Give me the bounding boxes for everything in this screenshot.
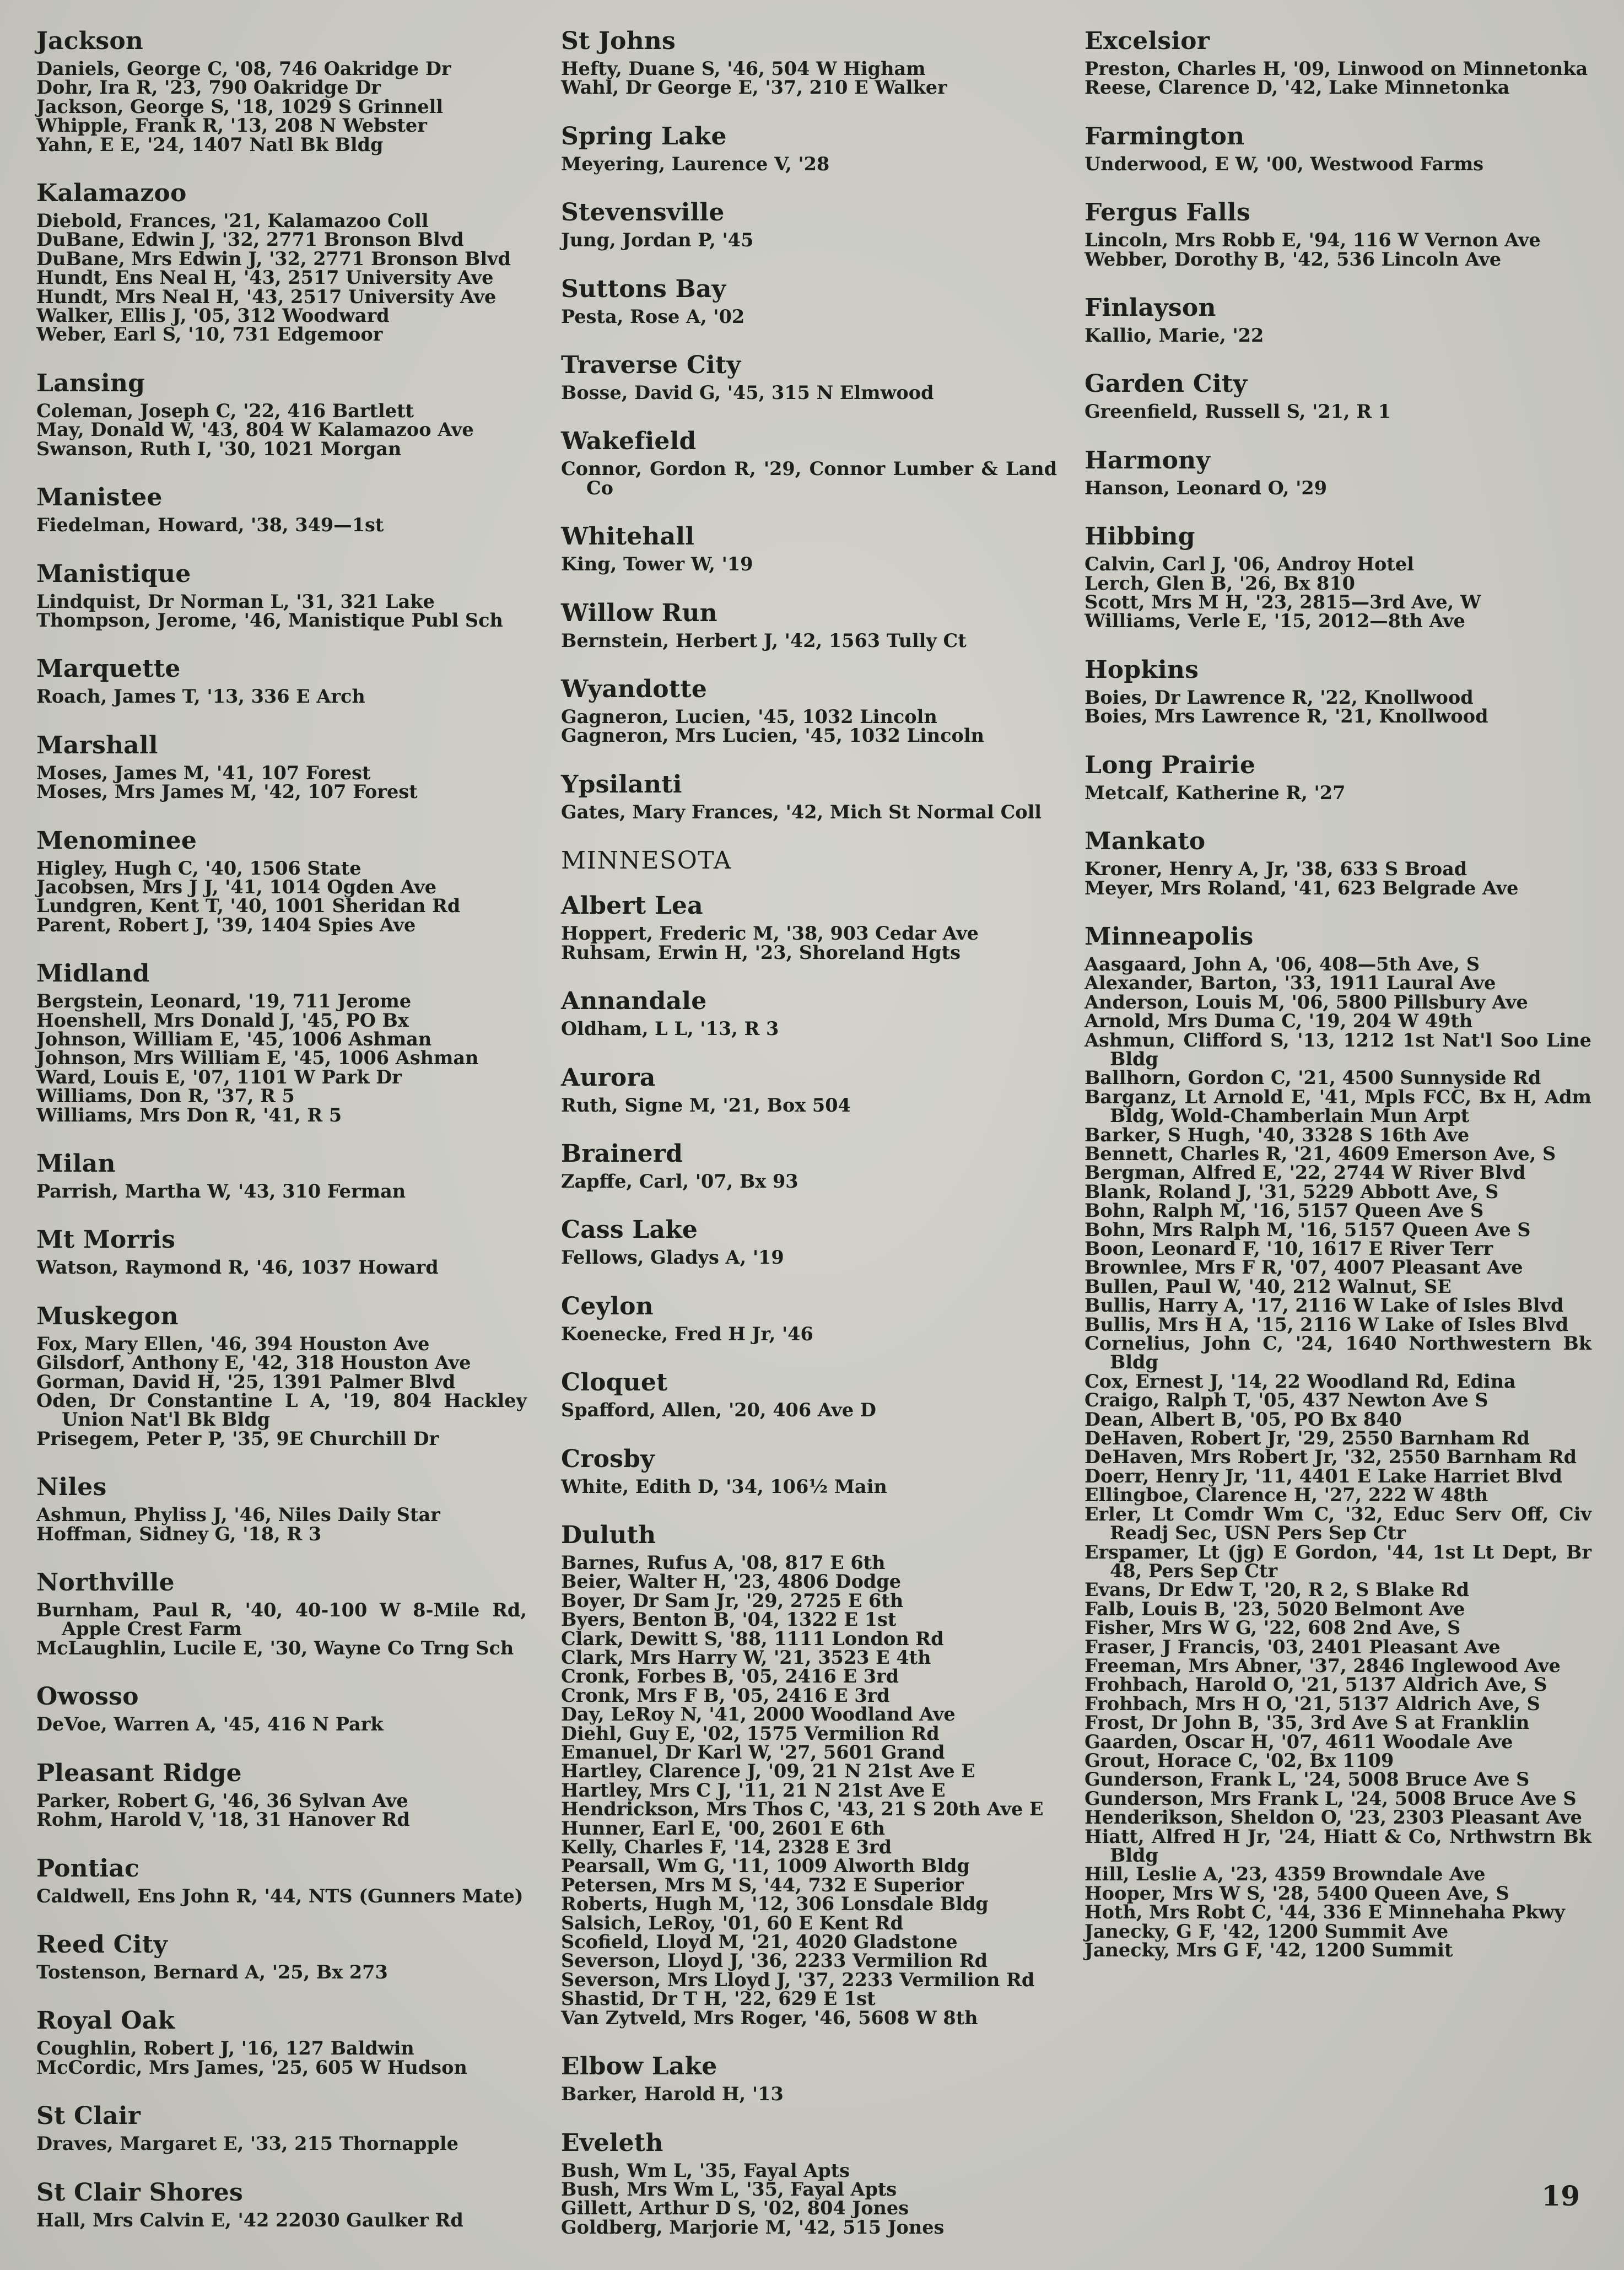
directory-entry: Cornelius, John C, '24, 1640 Northwestern Bk Bldg (1085, 1333, 1591, 1373)
town-section (561, 351, 1057, 402)
town-heading: Milan (36, 1150, 116, 1178)
town-heading: Brainerd (561, 1139, 683, 1168)
town-section (561, 2128, 1057, 2237)
directory-entry: Pearsall, Wm G, '11, 1009 Alworth Bldg (561, 1855, 970, 1877)
directory-entry: Bernstein, Herbert J, '42, 1563 Tully Ct (561, 629, 967, 651)
directory-entry: Swanson, Ruth I, '30, 1021 Morgan (36, 438, 402, 460)
town-section (1085, 198, 1591, 269)
directory-entry: Lindquist, Dr Norman L, '31, 321 Lake (36, 590, 435, 612)
town-section (561, 427, 1057, 498)
directory-entry: Dean, Albert B, '05, PO Bx 840 (1085, 1408, 1402, 1430)
directory-entry: Bohn, Mrs Ralph M, '16, 5157 Queen Ave S (1085, 1218, 1531, 1241)
town-section (561, 598, 1057, 650)
town-section (1085, 369, 1591, 421)
directory-entry: Freeman, Mrs Abner, '37, 2846 Inglewood Ave (1085, 1654, 1561, 1676)
directory-entry: McLaughlin, Lucile E, '30, Wayne Co Trng Sch (36, 1637, 514, 1659)
town-section (561, 1215, 1057, 1267)
directory-entry: Lincoln, Mrs Robb E, '94, 116 W Vernon Ave (1085, 229, 1541, 251)
directory-entry: Fellows, Gladys A, '19 (561, 1247, 784, 1269)
directory-entry: Grout, Horace C, '02, Bx 1109 (1085, 1749, 1394, 1771)
town-section (561, 891, 1057, 962)
directory-entry: Ellingboe, Clarence H, '27, 222 W 48th (1085, 1484, 1488, 1506)
directory-entry: Gunderson, Frank L, '24, 5008 Bruce Ave S (1085, 1768, 1530, 1791)
town-section (561, 1520, 1057, 2028)
town-heading: St Clair Shores (36, 2178, 243, 2207)
directory-entry: Williams, Don R, '37, R 5 (36, 1085, 295, 1107)
directory-entry: Gorman, David H, '25, 1391 Palmer Blvd (36, 1371, 456, 1393)
town-heading: Garden City (1085, 370, 1248, 398)
directory-entry: May, Donald W, '43, 804 W Kalamazoo Ave (36, 419, 474, 441)
town-section (1085, 655, 1591, 726)
directory-entry: Bennett, Charles R, '21, 4609 Emerson Ave, S (1085, 1142, 1556, 1164)
directory-entry: Whipple, Frank R, '13, 208 N Webster (36, 115, 427, 137)
directory-entry: Henderikson, Sheldon O, '23, 2303 Pleasant Ave (1085, 1807, 1582, 1829)
directory-entry: Bullen, Paul W, '40, 212 Walnut, SE (1085, 1275, 1452, 1297)
directory-entry: Bergman, Alfred E, '22, 2744 W River Blvd (1085, 1162, 1526, 1184)
town-section (36, 1568, 527, 1658)
directory-entry: Ruhsam, Erwin H, '23, Shoreland Hgts (561, 941, 961, 963)
town-heading: Duluth (561, 1520, 656, 1549)
town-section (1085, 922, 1591, 1960)
directory-entry: Beier, Walter H, '23, 4806 Dodge (561, 1571, 902, 1593)
town-heading: Pleasant Ridge (36, 1759, 242, 1787)
directory-entry: DuBane, Mrs Edwin J, '32, 2771 Bronson Blvd (36, 247, 511, 269)
directory-entry: Scott, Mrs M H, '23, 2815—3rd Ave, W (1085, 591, 1481, 613)
town-heading: Midland (36, 959, 150, 988)
town-heading: Niles (36, 1473, 107, 1502)
directory-entry: Hundt, Ens Neal H, '43, 2517 University Ave (36, 267, 494, 289)
directory-entry: Thompson, Jerome, '46, Manistique Publ Sch (36, 609, 503, 631)
directory-entry: Greenfield, Russell S, '21, R 1 (1085, 401, 1391, 423)
directory-entry: Fraser, J Francis, '03, 2401 Pleasant Ave (1085, 1636, 1501, 1658)
directory-entry: McCordic, Mrs James, '25, 605 W Hudson (36, 2056, 467, 2078)
directory-entry: Cronk, Forbes B, '05, 2416 E 3rd (561, 1665, 899, 1687)
town-heading: Fergus Falls (1085, 198, 1250, 227)
town-heading: Mt Morris (36, 1226, 176, 1254)
directory-entry: Erler, Lt Comdr Wm C, '32, Educ Serv Off, Civ Readj Sec, USN Pers Sep Ctr (1085, 1503, 1591, 1544)
directory-entry: Williams, Mrs Don R, '41, R 5 (36, 1104, 342, 1126)
town-heading: Hopkins (1085, 655, 1199, 684)
town-section (1085, 446, 1591, 498)
town-heading: Aurora (561, 1063, 656, 1092)
directory-entry: DeHaven, Mrs Robert Jr, '32, 2550 Barnham Rd (1085, 1446, 1577, 1468)
directory-entry: Roach, James T, '13, 336 E Arch (36, 686, 365, 708)
directory-entry: Bullis, Harry A, '17, 2116 W Lake of Isles Blvd (1085, 1295, 1564, 1317)
directory-entry: Tostenson, Bernard A, '25, Bx 273 (36, 1961, 388, 1983)
directory-entry: Moses, Mrs James M, '42, 107 Forest (36, 781, 418, 803)
directory-entry: Salsich, LeRoy, '01, 60 E Kent Rd (561, 1912, 904, 1934)
town-section (561, 2052, 1057, 2104)
directory-entry: Roberts, Hugh M, '12, 306 Lonsdale Bldg (561, 1893, 989, 1915)
town-heading: Mankato (1085, 827, 1206, 856)
town-heading: Whitehall (561, 522, 695, 551)
town-section (561, 1063, 1057, 1115)
directory-entry: Hefty, Duane S, '46, 504 W Higham (561, 58, 926, 79)
directory-entry: Hooper, Mrs W S, '28, 5400 Queen Ave, S (1085, 1882, 1509, 1904)
directory-entry: Preston, Charles H, '09, Linwood on Minnetonka (1085, 58, 1588, 79)
town-heading: Menominee (36, 826, 197, 855)
town-section (1085, 522, 1591, 631)
town-heading: Stevensville (561, 198, 725, 227)
directory-entry: Daniels, George C, '08, 746 Oakridge Dr (36, 58, 451, 79)
directory-entry: Lerch, Glen B, '26, Bx 810 (1085, 572, 1355, 594)
directory-entry: Barganz, Lt Arnold E, '41, Mpls FCC, Bx H, Adm Bldg, Wold-Chamberlain Mun Arpt (1085, 1086, 1591, 1127)
directory-entry: Ballhorn, Gordon C, '21, 4500 Sunnyside Rd (1085, 1067, 1541, 1089)
town-section (1085, 827, 1591, 898)
directory-entry: Walker, Ellis J, '05, 312 Woodward (36, 305, 390, 327)
town-section (36, 1302, 527, 1448)
directory-entry: Connor, Gordon R, '29, Connor Lumber & Land Co (561, 458, 1057, 499)
town-heading: Wakefield (561, 427, 697, 456)
directory-entry: Hall, Mrs Calvin E, '42 22030 Gaulker Rd (36, 2209, 463, 2231)
town-section (36, 654, 527, 706)
town-section (36, 2101, 527, 2153)
town-section (36, 1854, 527, 1906)
directory-entry: Oden, Dr Constantine L A, '19, 804 Hackley Union Nat'l Bk Bldg (36, 1390, 527, 1431)
town-heading: St Clair (36, 2102, 141, 2131)
directory-entry: Weber, Earl S, '10, 731 Edgemoor (36, 323, 383, 346)
directory-entry: Kroner, Henry A, Jr, '38, 633 S Broad (1085, 858, 1467, 880)
directory-entry: Higley, Hugh C, '40, 1506 State (36, 857, 362, 879)
directory-entry: Meyering, Laurence V, '28 (561, 153, 830, 175)
column-3 (1085, 26, 1591, 1984)
directory-entry: Hanson, Leonard O, '29 (1085, 477, 1328, 499)
directory-entry: DuBane, Edwin J, '32, 2771 Bronson Blvd (36, 229, 464, 251)
town-heading: Farmington (1085, 122, 1245, 150)
directory-entry: Kallio, Marie, '22 (1085, 325, 1264, 347)
town-heading: Cloquet (561, 1368, 668, 1397)
town-heading: Manistee (36, 483, 163, 512)
directory-entry: Hoppert, Frederic M, '38, 903 Cedar Ave (561, 923, 979, 945)
directory-entry: Alexander, Barton, '33, 1911 Laural Ave (1085, 972, 1496, 994)
town-section (561, 1444, 1057, 1496)
directory-entry: Severson, Mrs Lloyd J, '37, 2233 Vermilion Rd (561, 1969, 1035, 1991)
town-section (561, 1368, 1057, 1420)
directory-entry: Johnson, Mrs William E, '45, 1006 Ashman (36, 1047, 479, 1069)
town-section (36, 2178, 527, 2230)
town-heading: Wyandotte (561, 675, 708, 704)
town-heading: Manistique (36, 559, 191, 588)
directory-entry: Parrish, Martha W, '43, 310 Ferman (36, 1180, 406, 1202)
directory-entry: Cronk, Mrs F B, '05, 2416 E 3rd (561, 1684, 890, 1706)
town-section (36, 369, 527, 459)
directory-entry: Scofield, Lloyd M, '21, 4020 Gladstone (561, 1931, 958, 1953)
directory-entry: Byers, Benton B, '04, 1322 E 1st (561, 1609, 897, 1631)
directory-entry: Dohr, Ira R, '23, 790 Oakridge Dr (36, 77, 381, 99)
town-heading: Marquette (36, 655, 181, 683)
directory-entry: Burnham, Paul R, '40, 40-100 W 8-Mile Rd, Apple Crest Farm (36, 1599, 527, 1640)
directory-entry: Barker, S Hugh, '40, 3328 S 16th Ave (1085, 1124, 1470, 1146)
directory-entry: Coughlin, Robert J, '16, 127 Baldwin (36, 2037, 414, 2059)
directory-entry: Doerr, Henry Jr, '11, 4401 E Lake Harriet Blvd (1085, 1465, 1562, 1487)
state-heading: MINNESOTA (561, 846, 732, 875)
town-section (36, 1225, 527, 1277)
directory-entry: Zapffe, Carl, '07, Bx 93 (561, 1170, 798, 1192)
directory-entry: Arnold, Mrs Duma C, '19, 204 W 49th (1085, 1010, 1473, 1032)
town-section (36, 826, 527, 935)
town-heading: Northville (36, 1568, 175, 1597)
directory-entry: Fisher, Mrs W G, '22, 608 2nd Ave, S (1085, 1617, 1461, 1639)
directory-entry: King, Tower W, '19 (561, 553, 753, 575)
directory-entry: Hoth, Mrs Robt C, '44, 336 E Minnehaha Pkwy (1085, 1901, 1565, 1923)
directory-entry: Cox, Ernest J, '14, 22 Woodland Rd, Edina (1085, 1370, 1516, 1392)
directory-entry: Shastid, Dr T H, '22, 629 E 1st (561, 1988, 876, 2010)
directory-entry: Bullis, Mrs H A, '15, 2116 W Lake of Isles Blvd (1085, 1313, 1569, 1335)
town-section (561, 1292, 1057, 1344)
town-section (36, 1473, 527, 1544)
town-heading: Kalamazoo (36, 179, 187, 208)
town-heading: Royal Oak (36, 2007, 175, 2035)
town-section (1085, 751, 1591, 802)
directory-entry: Coleman, Joseph C, '22, 416 Bartlett (36, 400, 414, 422)
directory-entry: Reese, Clarence D, '42, Lake Minnetonka (1085, 77, 1510, 99)
directory-entry: Webber, Dorothy B, '42, 536 Lincoln Ave (1085, 248, 1502, 270)
town-heading: Eveleth (561, 2128, 663, 2157)
directory-entry: Brownlee, Mrs F R, '07, 4007 Pleasant Ave (1085, 1257, 1523, 1279)
directory-entry: DeVoe, Warren A, '45, 416 N Park (36, 1713, 384, 1735)
town-section (561, 986, 1057, 1038)
town-heading: Ypsilanti (561, 770, 682, 799)
directory-entry: Bush, Mrs Wm L, '35, Fayal Apts (561, 2178, 897, 2200)
town-section (36, 959, 527, 1125)
directory-entry: Goldberg, Marjorie M, '42, 515 Jones (561, 2216, 945, 2238)
town-heading: Finlayson (1085, 294, 1216, 322)
directory-entry: Oldham, L L, '13, R 3 (561, 1018, 779, 1040)
directory-entry: Kelly, Charles F, '14, 2328 E 3rd (561, 1836, 892, 1858)
directory-entry: DeHaven, Robert Jr, '29, 2550 Barnham Rd (1085, 1427, 1530, 1449)
town-heading: Spring Lake (561, 122, 727, 150)
town-section (561, 274, 1057, 326)
directory-entry: Fox, Mary Ellen, '46, 394 Houston Ave (36, 1333, 430, 1355)
directory-entry: Gunderson, Mrs Frank L, '24, 5008 Bruce Ave S (1085, 1787, 1577, 1809)
town-section (1085, 26, 1591, 98)
directory-entry: Erspamer, Lt (jg) E Gordon, '44, 1st Lt Dept, Br 48, Pers Sep Ctr (1085, 1541, 1591, 1582)
directory-entry: Day, LeRoy N, '41, 2000 Woodland Ave (561, 1703, 956, 1726)
town-heading: Excelsior (1085, 27, 1210, 55)
town-heading: Ceylon (561, 1292, 654, 1320)
directory-entry: Ward, Louis E, '07, 1101 W Park Dr (36, 1066, 402, 1088)
directory-entry: Ruth, Signe M, '21, Box 504 (561, 1094, 851, 1116)
directory-entry: Koenecke, Fred H Jr, '46 (561, 1323, 813, 1345)
town-section (561, 26, 1057, 98)
directory-entry: Hartley, Clarence J, '09, 21 N 21st Ave E (561, 1760, 975, 1782)
directory-entry: White, Edith D, '34, 106½ Main (561, 1475, 887, 1497)
town-heading: Crosby (561, 1444, 655, 1473)
town-heading: St Johns (561, 27, 676, 55)
town-heading: Long Prairie (1085, 751, 1256, 779)
directory-entry: Gagneron, Lucien, '45, 1032 Lincoln (561, 706, 937, 728)
directory-entry: Boies, Mrs Lawrence R, '21, Knollwood (1085, 705, 1488, 727)
directory-entry: Diebold, Frances, '21, Kalamazoo Coll (36, 210, 429, 232)
town-heading: Lansing (36, 369, 145, 397)
directory-entry: Ashmun, Clifford S, '13, 1212 1st Nat'l Soo Line Bldg (1085, 1029, 1591, 1070)
directory-entry: Wahl, Dr George E, '37, 210 E Walker (561, 77, 947, 99)
directory-entry: Hoenshell, Mrs Donald J, '45, PO Bx (36, 1009, 409, 1031)
directory-entry: Hoffman, Sidney G, '18, R 3 (36, 1523, 322, 1545)
directory-entry: Clark, Mrs Harry W, '21, 3523 E 4th (561, 1646, 931, 1668)
directory-entry: Bohn, Ralph M, '16, 5157 Queen Ave S (1085, 1200, 1484, 1222)
directory-entry: Watson, Raymond R, '46, 1037 Howard (36, 1257, 439, 1279)
directory-entry: Draves, Margaret E, '33, 215 Thornapple (36, 2133, 458, 2155)
directory-entry: Parker, Robert G, '46, 36 Sylvan Ave (36, 1789, 408, 1811)
directory-entry: Calvin, Carl J, '06, Androy Hotel (1085, 553, 1414, 575)
column-2 (561, 26, 1057, 2261)
directory-entry: Hiatt, Alfred H Jr, '24, Hiatt & Co, Nrthwstrn Bk Bldg (1085, 1825, 1591, 1866)
town-heading: Marshall (36, 731, 158, 759)
directory-entry: Frohbach, Harold O, '21, 5137 Aldrich Ave, S (1085, 1674, 1547, 1696)
town-section (561, 1139, 1057, 1191)
town-section (561, 770, 1057, 822)
town-section (36, 483, 527, 535)
directory-entry: Gagneron, Mrs Lucien, '45, 1032 Lincoln (561, 725, 984, 747)
directory-entry: Caldwell, Ens John R, '44, NTS (Gunners Mate) (36, 1885, 524, 1907)
directory-entry: Gilsdorf, Anthony E, '42, 318 Houston Ave (36, 1352, 471, 1374)
town-section (561, 122, 1057, 174)
town-heading: Elbow Lake (561, 2052, 717, 2081)
town-section (36, 1149, 527, 1201)
directory-entry: Prisegem, Peter P, '35, 9E Churchill Dr (36, 1427, 439, 1449)
town-heading: Suttons Bay (561, 274, 726, 303)
directory-entry: Johnson, William E, '45, 1006 Ashman (36, 1028, 432, 1050)
directory-entry: Aasgaard, John A, '06, 408—5th Ave, S (1085, 953, 1480, 975)
directory-entry: Yahn, E E, '24, 1407 Natl Bk Bldg (36, 133, 384, 155)
directory-entry: Falb, Louis B, '23, 5020 Belmont Ave (1085, 1598, 1465, 1620)
directory-entry: Bergstein, Leonard, '19, 711 Jerome (36, 990, 412, 1012)
directory-entry: Gaarden, Oscar H, '07, 4611 Woodale Ave (1085, 1730, 1513, 1753)
town-section (36, 26, 527, 154)
town-section (36, 731, 527, 802)
town-heading: Minneapolis (1085, 922, 1254, 951)
directory-entry: Hartley, Mrs C J, '11, 21 N 21st Ave E (561, 1779, 946, 1801)
directory-entry: Moses, James M, '41, 107 Forest (36, 762, 371, 784)
directory-entry: Bosse, David G, '45, 315 N Elmwood (561, 382, 934, 404)
page-number: 19 (1541, 2180, 1580, 2212)
directory-entry: Hundt, Mrs Neal H, '43, 2517 University Ave (36, 285, 497, 308)
town-heading: Jackson (36, 27, 144, 55)
town-section (561, 522, 1057, 574)
directory-entry: Barnes, Rufus A, '08, 817 E 6th (561, 1551, 886, 1573)
directory-entry: Parent, Robert J, '39, 1404 Spies Ave (36, 914, 416, 936)
town-section (1085, 293, 1591, 345)
town-heading: Muskegon (36, 1302, 179, 1330)
directory-entry: Frohbach, Mrs H O, '21, 5137 Aldrich Ave, S (1085, 1692, 1540, 1714)
directory-entry: Frost, Dr John B, '35, 3rd Ave S at Franklin (1085, 1712, 1530, 1734)
directory-entry: Clark, Dewitt S, '88, 1111 London Rd (561, 1627, 944, 1649)
directory-entry: Gates, Mary Frances, '42, Mich St Normal Coll (561, 801, 1042, 823)
directory-entry: Fiedelman, Howard, '38, 349—1st (36, 514, 384, 536)
town-heading: Cass Lake (561, 1216, 698, 1244)
town-section (561, 198, 1057, 250)
directory-entry: Jung, Jordan P, '45 (561, 229, 754, 251)
directory-entry: Meyer, Mrs Roland, '41, 623 Belgrade Ave (1085, 877, 1519, 899)
directory-entry: Spafford, Allen, '20, 406 Ave D (561, 1399, 876, 1421)
town-heading: Albert Lea (561, 892, 703, 920)
directory-entry: Emanuel, Dr Karl W, '27, 5601 Grand (561, 1741, 945, 1763)
town-heading: Harmony (1085, 446, 1211, 475)
town-section (36, 1930, 527, 1982)
directory-entry: Rohm, Harold V, '18, 31 Hanover Rd (36, 1809, 410, 1831)
directory-entry: Barker, Harold H, '13 (561, 2083, 784, 2105)
town-heading: Hibbing (1085, 522, 1195, 551)
directory-entry: Diehl, Guy E, '02, 1575 Vermilion Rd (561, 1722, 940, 1744)
directory-entry: Boon, Leonard F, '10, 1617 E River Terr (1085, 1238, 1493, 1259)
town-heading: Willow Run (561, 598, 717, 627)
directory-entry: Lundgren, Kent T, '40, 1001 Sheridan Rd (36, 895, 461, 917)
directory-entry: Severson, Lloyd J, '36, 2233 Vermilion Rd (561, 1950, 988, 1972)
column-1 (36, 26, 527, 2254)
directory-entry: Jacobsen, Mrs J J, '41, 1014 Ogden Ave (36, 876, 437, 898)
directory-entry: Metcalf, Katherine R, '27 (1085, 781, 1346, 804)
directory-entry: Janecky, Mrs G F, '42, 1200 Summit (1085, 1939, 1453, 1961)
directory-entry: Gillett, Arthur D S, '02, 804 Jones (561, 2197, 909, 2219)
town-section (1085, 122, 1591, 174)
directory-entry: Evans, Dr Edw T, '20, R 2, S Blake Rd (1085, 1579, 1470, 1601)
directory-entry: Boyer, Dr Sam Jr, '29, 2725 E 6th (561, 1589, 904, 1611)
directory-entry: Blank, Roland J, '31, 5229 Abbott Ave, S (1085, 1180, 1499, 1203)
town-section (561, 675, 1057, 746)
directory-entry: Jackson, George S, '18, 1029 S Grinnell (36, 95, 444, 117)
directory-entry: Underwood, E W, '00, Westwood Farms (1085, 153, 1484, 175)
directory-entry: Pesta, Rose A, '02 (561, 305, 745, 327)
town-heading: Owosso (36, 1683, 139, 1711)
directory-entry: Williams, Verle E, '15, 2012—8th Ave (1085, 610, 1465, 632)
town-heading: Pontiac (36, 1854, 139, 1883)
town-section (36, 2006, 527, 2077)
directory-entry: Ashmun, Phyliss J, '46, Niles Daily Star (36, 1504, 440, 1526)
town-heading: Traverse City (561, 351, 741, 380)
town-section (36, 1682, 527, 1734)
directory-entry: Boies, Dr Lawrence R, '22, Knollwood (1085, 686, 1474, 708)
town-section (36, 559, 527, 630)
directory-entry: Petersen, Mrs M S, '44, 732 E Superior (561, 1874, 964, 1896)
directory-entry: Van Zytveld, Mrs Roger, '46, 5608 W 8th (561, 2007, 978, 2029)
town-heading: Reed City (36, 1930, 168, 1959)
directory-entry: Hunner, Earl E, '00, 2601 E 6th (561, 1817, 886, 1839)
directory-entry: Hill, Leslie A, '23, 4359 Browndale Ave (1085, 1863, 1486, 1885)
directory-entry: Craigo, Ralph T, '05, 437 Newton Ave S (1085, 1389, 1488, 1411)
directory-entry: Anderson, Louis M, '06, 5800 Pillsbury Ave (1085, 991, 1528, 1013)
town-heading: Annandale (561, 987, 707, 1016)
directory-entry: Bush, Wm L, '35, Fayal Apts (561, 2159, 850, 2181)
town-section (36, 1759, 527, 1830)
directory-entry: Hendrickson, Mrs Thos C, '43, 21 S 20th Ave E (561, 1798, 1044, 1820)
town-section (36, 179, 527, 344)
directory-entry: Janecky, G F, '42, 1200 Summit Ave (1085, 1920, 1449, 1942)
